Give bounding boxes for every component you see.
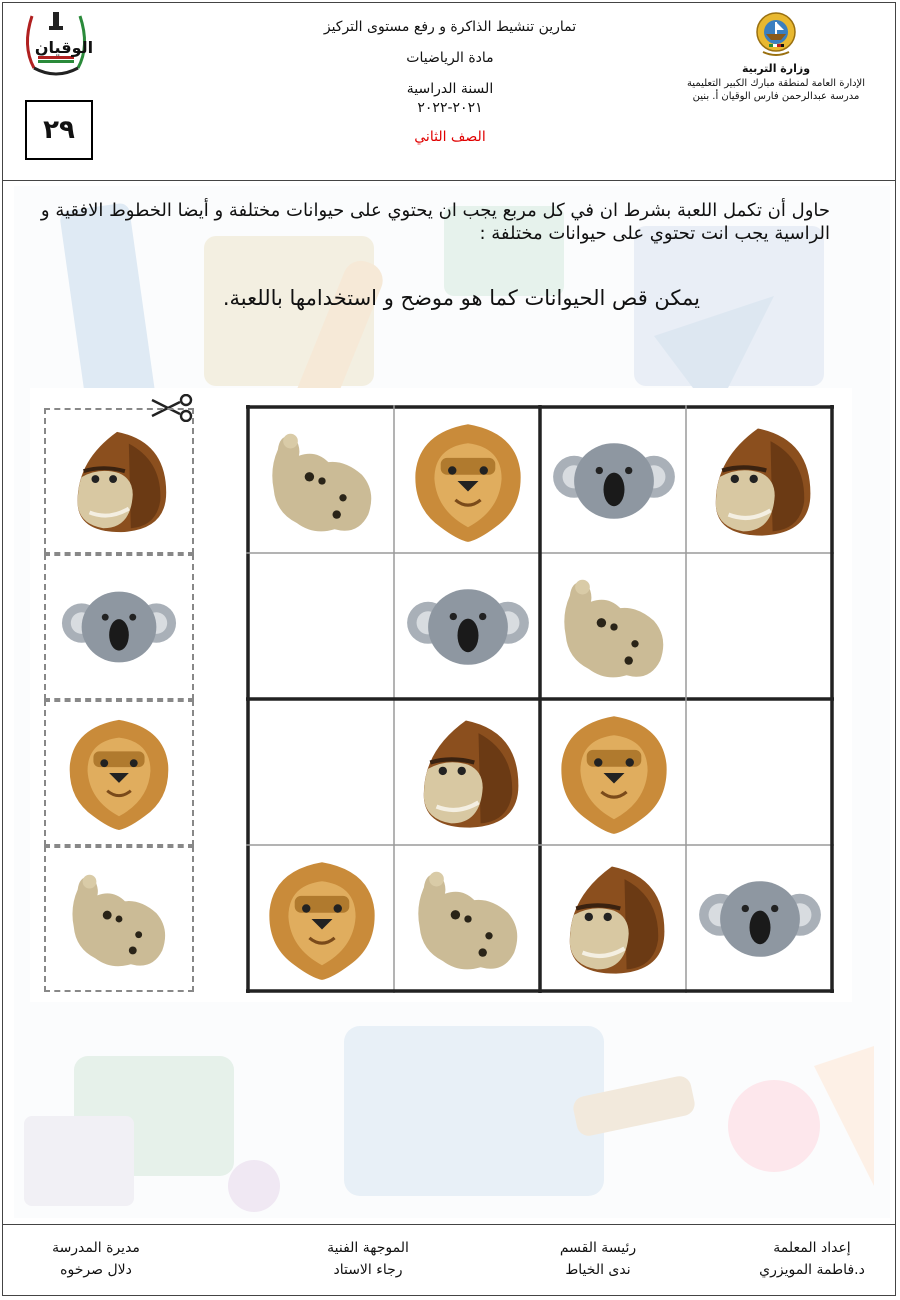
lion-icon <box>60 714 178 832</box>
koala-icon <box>405 564 531 690</box>
signature-head <box>498 1238 698 1281</box>
signature-principal <box>0 1238 196 1281</box>
grid-cell-empty[interactable] <box>687 700 833 846</box>
year-value: ٢٠٢١-٢٠٢٢ <box>417 99 483 116</box>
grid-cell-empty[interactable] <box>249 700 395 846</box>
grid-cell-filled <box>541 554 687 700</box>
worksheet-title: تمارين تنشيط الذاكرة و رفع مستوى التركيز <box>323 19 577 35</box>
grid-cell-filled <box>687 846 833 992</box>
supervisor-title: الموجهة الفنية <box>327 1240 409 1256</box>
header <box>0 0 900 180</box>
school-logo-area <box>14 10 124 80</box>
gorilla-icon <box>60 422 178 540</box>
grid-cell-filled <box>541 700 687 846</box>
grid-cell-filled <box>249 846 395 992</box>
cutout-cell[interactable] <box>44 554 194 700</box>
koala-icon <box>551 418 677 544</box>
teacher-title: إعداد المعلمة <box>773 1240 851 1256</box>
hippo-icon <box>551 564 677 690</box>
head-name: ندى الخياط <box>565 1261 631 1278</box>
koala-icon <box>697 856 823 982</box>
year-label: السنة الدراسية <box>406 80 494 97</box>
footer-divider <box>2 1224 896 1225</box>
school-name: مدرسة عبدالرحمن فارس الوقيان أ. بنين <box>692 91 860 103</box>
hippo-icon <box>405 856 531 982</box>
grid-cell-filled <box>395 700 541 846</box>
hippo-icon <box>60 860 178 978</box>
koala-icon <box>60 568 178 686</box>
grid-cell-filled <box>395 846 541 992</box>
grid-cell-filled <box>395 554 541 700</box>
principal-name: دلال صرخوه <box>60 1261 132 1278</box>
cutout-cell[interactable] <box>44 700 194 846</box>
signature-teacher <box>712 1238 900 1281</box>
school-logo-text: الوقيان <box>34 38 94 57</box>
lion-icon <box>405 418 531 544</box>
kuwait-emblem-icon <box>753 8 799 60</box>
header-divider <box>2 180 896 181</box>
head-title: رئيسة القسم <box>559 1240 637 1256</box>
ministry-name: وزارة التربية <box>741 62 811 75</box>
grid-cell-filled <box>249 408 395 554</box>
lion-icon <box>259 856 385 982</box>
grid-cell-filled <box>541 408 687 554</box>
gorilla-icon <box>551 856 677 982</box>
principal-title: مديرة المدرسة <box>52 1240 140 1256</box>
cutout-cell[interactable] <box>44 846 194 992</box>
lion-icon <box>551 710 677 836</box>
teacher-name: د.فاطمة المويزري <box>759 1261 865 1278</box>
gorilla-icon <box>405 710 531 836</box>
hippo-icon <box>259 418 385 544</box>
header-center <box>300 18 600 158</box>
footer <box>0 1228 900 1298</box>
cutout-cell[interactable] <box>44 408 194 554</box>
puzzle-cells <box>246 405 834 993</box>
grid-cell-empty[interactable] <box>687 554 833 700</box>
instructions-text: حاول أن تكمل اللعبة بشرط ان في كل مربع يجب ان يحتوي على حيوانات مختلفة و أيضا الخطوط الافقية و الراسية يجب انت تحتوي على حيوانات مختلفة : <box>40 200 830 244</box>
cutout-strip <box>44 408 194 994</box>
grid-cell-filled <box>395 408 541 554</box>
subject-label: مادة الرياضيات <box>406 49 494 66</box>
ministry-block <box>666 8 886 104</box>
grid-cell-empty[interactable] <box>249 554 395 700</box>
grade-label: الصف الثاني <box>414 128 486 145</box>
signature-supervisor <box>268 1238 468 1281</box>
grid-cell-filled <box>687 408 833 554</box>
directorate-name: الإدارة العامة لمنطقة مبارك الكبير التعليمية <box>686 77 866 89</box>
supervisor-name: رجاء الاستاد <box>333 1261 403 1278</box>
cut-note-text: يمكن قص الحيوانات كما هو موضح و استخدامها باللعبة. <box>222 286 700 310</box>
page-number: ٢٩ <box>25 100 93 160</box>
gorilla-icon <box>697 418 823 544</box>
grid-cell-filled <box>541 846 687 992</box>
